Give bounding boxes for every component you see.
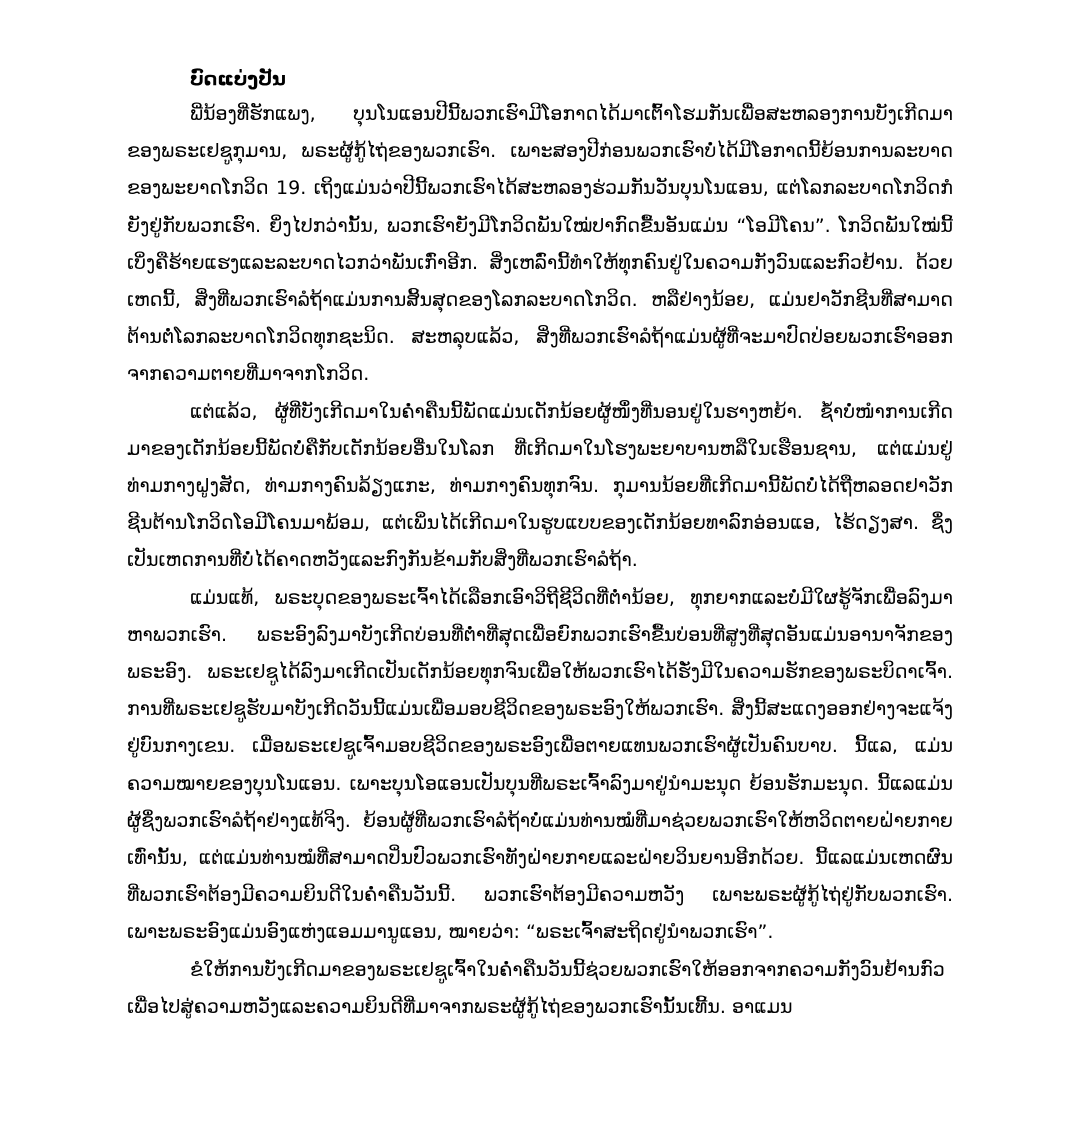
paragraph-4: ຂໍໃຫ້ການບັງເກີດມາຂອງພຣະເຢຊູເຈົ້າໃນຄໍ່າຄືນວັນນີ້ຊ່ວຍພວກເຮົາໃຫ້ອອກຈາກຄວາມກັງວົນຢ້ານກົວເພື່ອໄປສູ່ຄວາມຫວັງແລະຄວາມຍິນດີທີ່ມາຈາກພຣະຜູ້ກູ້ໄຖ່ຂອງພວກເຮົານັ້ນເທີ້ນ. ອາແມນ [127, 958, 945, 1018]
paragraph-1: ພີ່ນ້ອງທີ່ຮັກແພງ, ບຸນໂນແອນປີນີ້ພວກເຮົາມີໂອກາດໄດ້ມາເຕົ້າໂຮມກັນເພື່ອສະຫລອງການບັງເກີດມາຂອງພຣະເຢຊູກຸມານ, ພຣະຜູ້ກູ້ໄຖ່ຂອງພວກເຮົາ. ເພາະສອງປີກ່ອນພວກເຮົາບໍ່ໄດ້ມີໂອກາດນີ້ຍ້ອນການລະບາດຂອງພະຍາດໂກວິດ 19. ເຖິງແມ່ນວ່າປີນີ້ພວກເຮົາໄດ້ສະຫລອງຮ່ວມກັນວັນບຸນໂນແອນ, ແຕ່ໂລກລະບາດໂກວິດກໍຍັງຢູ່ກັບພວກເຮົາ. ຍິ່ງໄປກວ່ານັ້ນ, ພວກເຮົາຍັງມີໂກວິດພັນໃໝ່ປາກົດຂື້ນອັນແມ່ນ “ໂອມີໂຄນ”. ໂກວິດພັນໃໝ່ນີ້ເບິ່ງຄືຮ້າຍແຮງແລະລະບາດໄວກວ່າພັນເກົ່າອີກ. ສິ່ງເຫລົ່ານີ້ທຳໃຫ້ທຸກຄົນຢູ່ໃນຄວາມກັງວົນແລະກົວຢ້ານ. ດ້ວຍເຫດນີ້, ສິ່ງທີ່ພວກເຮົາລໍຖ້າແມ່ນການສິ້ນສຸດຂອງໂລກລະບາດໂກວິດ. ຫລືຢ່າງນ້ອຍ, ແມ່ນຢາວັກຊີນທີ່ສາມາດຕ້ານຕໍ່ໂລກລະບາດໂກວິດທຸກຊະນິດ. ສະຫລຸບແລ້ວ, ສິ່ງທີ່ພວກເຮົາລໍຖ້າແມ່ນຜູ້ທີ່ຈະມາປົດປ່ອຍພວກເຮົາອອກຈາກຄວາມຕາຍທີ່ມາຈາກໂກວິດ. [127, 103, 953, 386]
document-title: ບົດແບ່ງປັນ [190, 68, 286, 90]
document-body [127, 62, 953, 1026]
paragraph-2: ແຕ່ແລ້ວ, ຜູ້ທີ່ບັງເກີດມາໃນຄໍ່າຄືນນີ້ພັດແມ່ນເດັກນ້ອຍຜູ້ໜຶ່ງທີ່ນອນຢູ່ໃນຮາງຫຍ້າ. ຊໍ້າບໍ່ໜຳການເກີດມາຂອງເດັກນ້ອຍນີ້ພັດບໍ່ຄືກັບເດັກນ້ອຍອື່ນໃນໂລກ ທີ່ເກີດມາໃນໂຮງພະຍາບານຫລືໃນເຮືອນຊານ, ແຕ່ແມ່ນຢູ່ທ່າມກາງຝູງສັດ, ທ່າມກາງຄົນລ້ຽງແກະ, ທ່າມກາງຄົນທຸກຈົນ. ກຸມານນ້ອຍທີ່ເກີດມານີ້ພັດບໍ່ໄດ້ຖືຫລອດຢາວັກຊີນຕ້ານໂກວິດໂອມີໂຄນມາພ້ອມ, ແຕ່ເພິ່ນໄດ້ເກີດມາໃນຮູບແບບຂອງເດັກນ້ອຍທາລົກອ່ອນແອ, ໄຮ້ດຽງສາ. ຊຶ່ງເປັນເຫດການທີ່ບໍ່ໄດ້ຄາດຫວັງແລະກົງກັນຂ້າມກັບສິ່ງທີ່ພວກເຮົາລໍຖ້າ. [127, 400, 953, 572]
paragraph-3: ແມ່ນແທ້, ພຣະບຸດຂອງພຣະເຈົ້າໄດ້ເລືອກເອົາວິຖີຊີວິດທີ່ຕໍ່ານ້ອຍ, ທຸກຍາກແລະບໍ່ມີໃຜຮູ້ຈັກເພື່ອລົງມາຫາພວກເຮົາ. ພຣະອົງລົງມາບັງເກີດບ່ອນທີ່ຕໍ່າທີ່ສຸດເພື່ອຍົກພວກເຮົາຂື້ນບ່ອນທີ່ສູງທີ່ສຸດອັນແມ່ນອານາຈັກຂອງພຣະອົງ. ພຣະເຢຊູໄດ້ລົງມາເກີດເປັນເດັກນ້ອຍທຸກຈົນເພື່ອໃຫ້ພວກເຮົາໄດ້ຮັ່ງມີໃນຄວາມຮັກຂອງພຣະບິດາເຈົ້າ. ການທີ່ພຣະເຢຊູຮັບມາບັງເກີດວັນນີ້ແມ່ນເພື່ອມອບຊີວິດຂອງພຣະອົງໃຫ້ພວກເຮົາ. ສິ່ງນີ້ສະແດງອອກຢ່າງຈະແຈ້ງຢູ່ບົນກາງເຂນ. ເມື່ອພຣະເຢຊູເຈົ້າມອບຊີວິດຂອງພຣະອົງເພື່ອຕາຍແທນພວກເຮົາຜູ້ເປັນຄົນບາບ. ນີ້ແລ, ແມ່ນຄວາມໝາຍຂອງບຸນໂນແອນ. ເພາະບຸນໂອແອນເປັນບຸນທີ່ພຣະເຈົ້າລົງມາຢູ່ນຳມະນຸດ ຍ້ອນຮັກມະນຸດ. ນີ້ແລແມ່ນຜູ້ຊຶ່ງພວກເຮົາລໍຖ້າຢ່າງແທ້ຈິງ. ຍ້ອນຜູ້ທີ່ພວກເຮົາລໍຖ້າບໍ່ແມ່ນທ່ານໝໍທີ່ມາຊ່ວຍພວກເຮົາໃຫ້ຫວິດຕາຍຝ່າຍກາຍເທົ່ານັ້ນ, ແຕ່ແມ່ນທ່ານໝໍທີ່ສາມາດປິ່ນປົວພວກເຮົາທັງຝ່າຍກາຍແລະຝ່າຍວິນຍານອີກດ້ວຍ. ນີ້ແລແມ່ນເຫດຜົນທີ່ພວກເຮົາຕ້ອງມີຄວາມຍິນດີໃນຄໍ່າຄືນວັນນີ້. ພວກເຮົາຕ້ອງມີຄວາມຫວັງ ເພາະພຣະຜູ້ກູ້ໄຖ່ຢູ່ກັບພວກເຮົາ. ເພາະພຣະອົງແມ່ນອົງແຫ່ງແອມມານູແອນ, ໝາຍວ່າ: “ພຣະເຈົ້າສະຖິດຢູ່ນຳພວກເຮົາ”. [127, 586, 953, 944]
